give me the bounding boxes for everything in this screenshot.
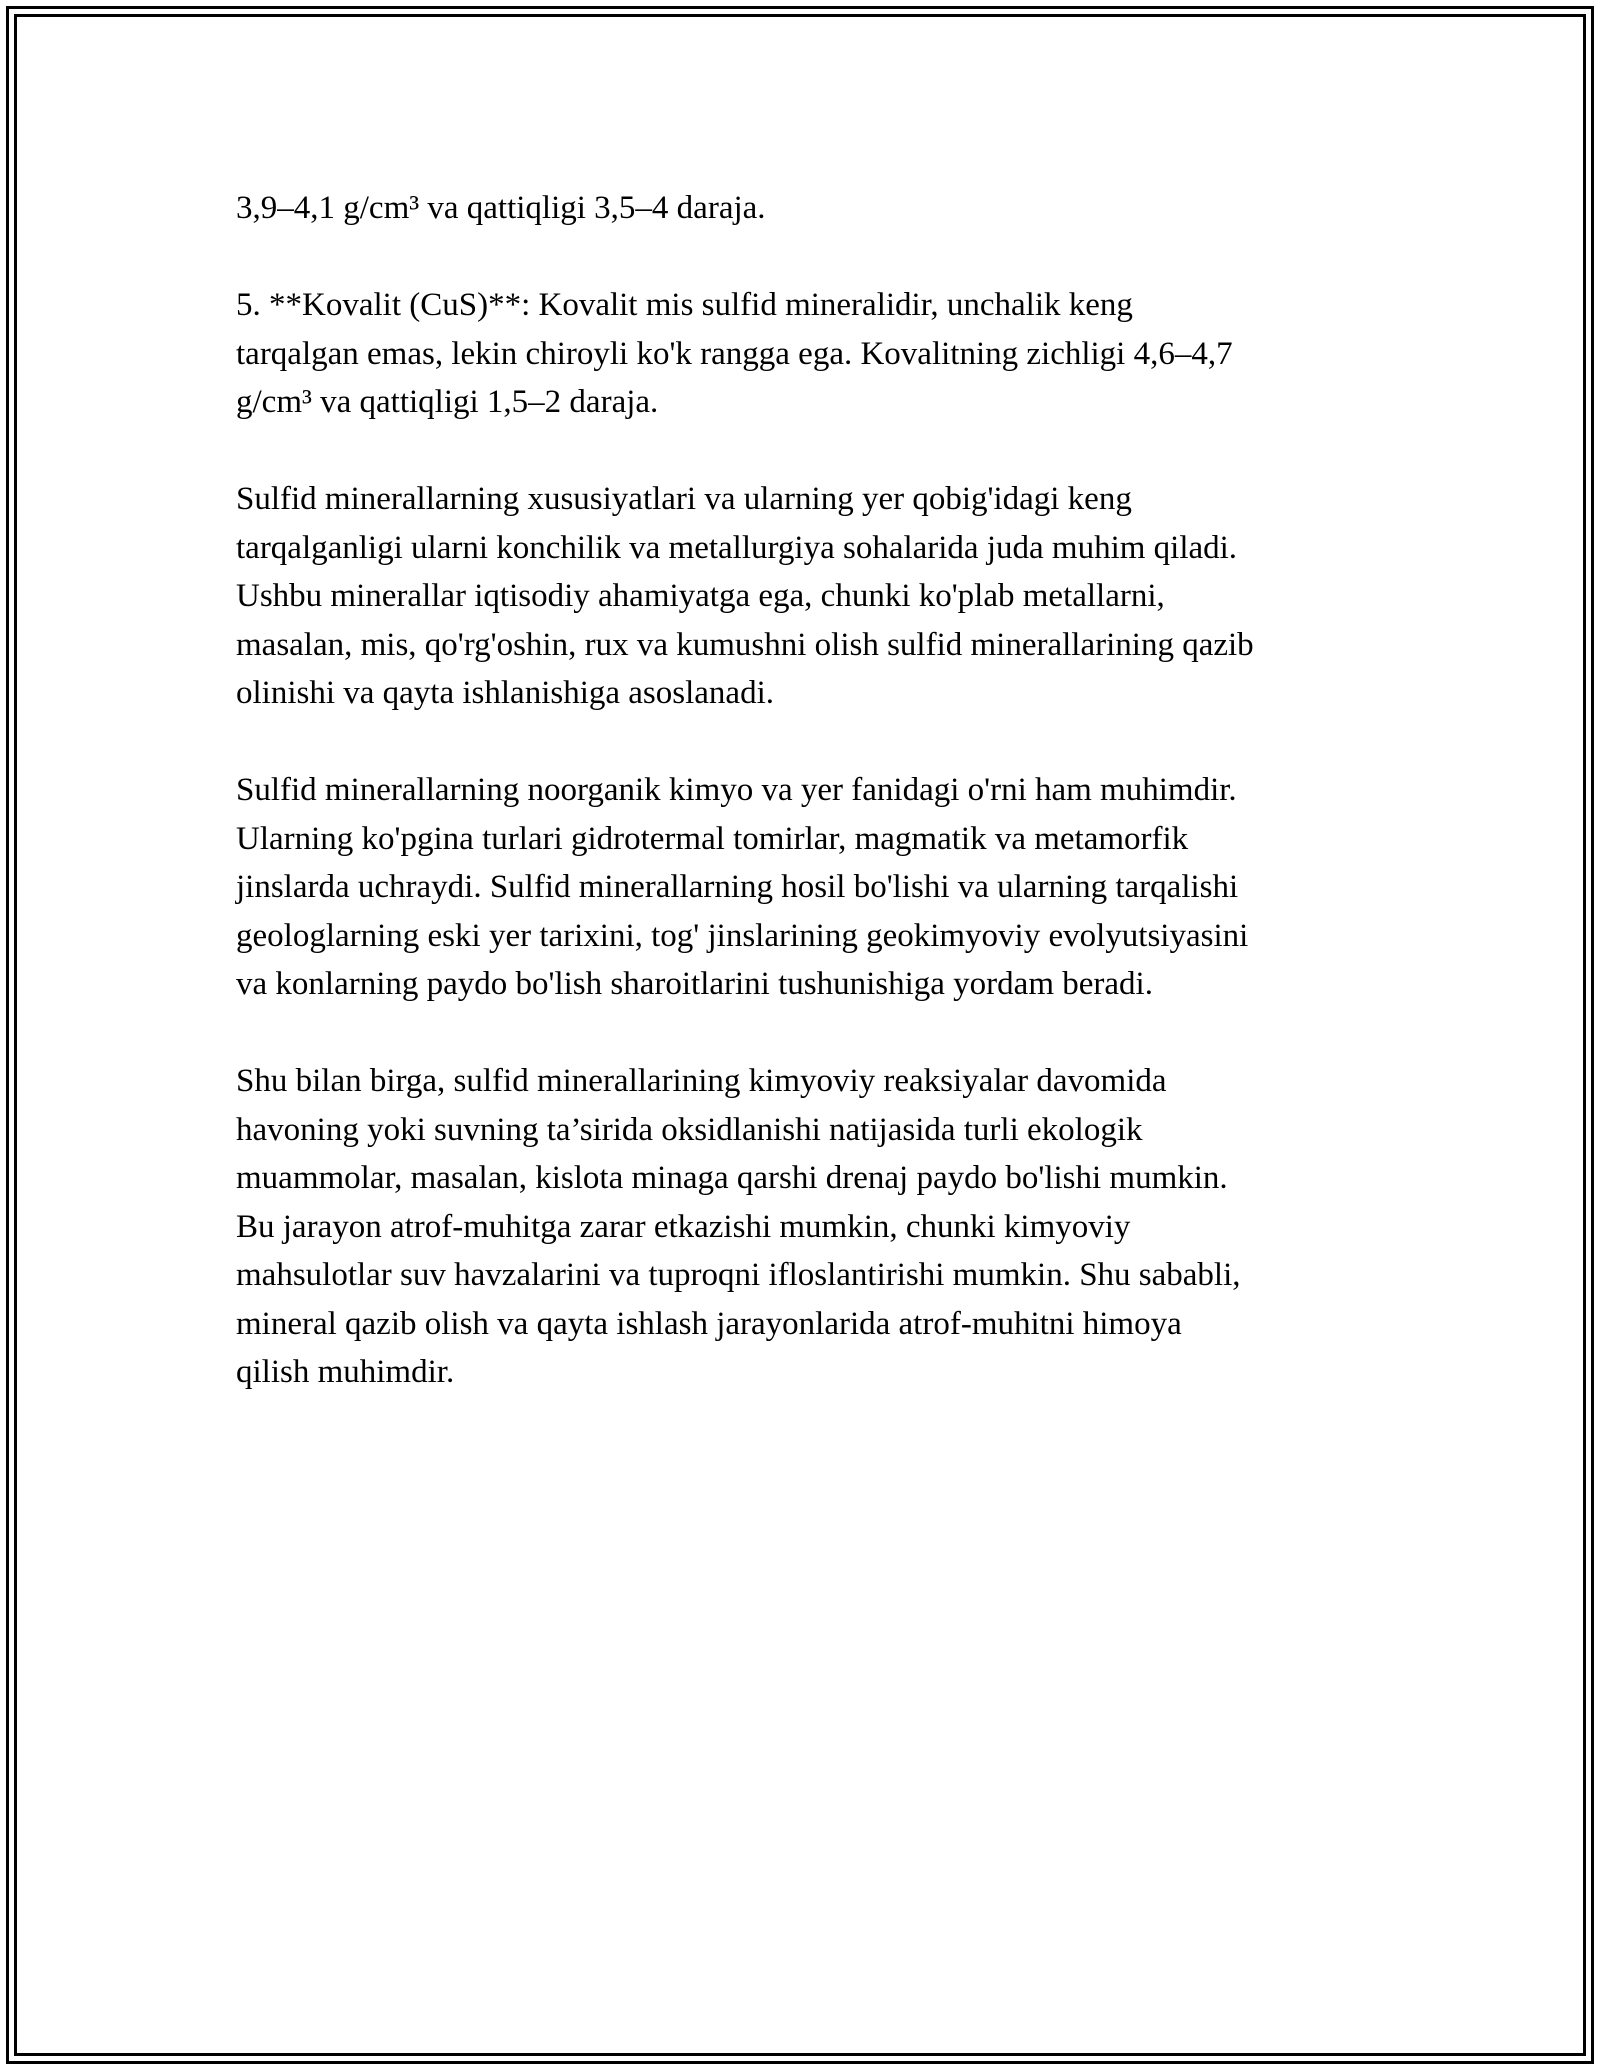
text-line: Sulfid minerallarning xususiyatlari va ularning yer qobig'idagi keng (236, 481, 1132, 517)
paragraph-kovalit (236, 281, 1376, 427)
text-line: Shu bilan birga, sulfid minerallarining kimyoviy reaksiyalar davomida (236, 1063, 1167, 1099)
text-line: jinslarda uchraydi. Sulfid minerallarning hosil bo'lishi va ularning tarqalishi (236, 869, 1239, 905)
text-line: tarqalgan emas, lekin chiroyli ko'k rangga ega. Kovalitning zichligi 4,6–4,7 (236, 335, 1233, 372)
text-line: masalan, mis, qo'rg'oshin, rux va kumushni olish sulfid minerallarining qazib (236, 626, 1254, 663)
text-line: tarqalganligi ularni konchilik va metallurgiya sohalarida juda muhim qiladi. (236, 529, 1238, 566)
text-line: geologlarning eski yer tarixini, tog' jinslarining geokimyoviy evolyutsiyasini (236, 917, 1249, 954)
text-line: Sulfid minerallarning noorganik kimyo va yer fanidagi o'rni ham muhimdir. (236, 772, 1237, 808)
text-line: Bu jarayon atrof-muhitga zarar etkazishi mumkin, chunki kimyoviy (236, 1208, 1131, 1245)
paragraph-earth-science-role (236, 766, 1376, 1009)
paragraph-density-continuation (236, 184, 1376, 233)
document-body (236, 184, 1376, 1445)
text-line: muammolar, masalan, kislota minaga qarshi drenaj paydo bo'lishi mumkin. (236, 1160, 1228, 1196)
text-line: g/cm³ va qattiqligi 1,5–2 daraja. (236, 384, 659, 420)
text-line: 3,9–4,1 g/cm³ va qattiqligi 3,5–4 daraja. (236, 190, 766, 226)
paragraph-sulfide-properties (236, 475, 1376, 718)
text-line: Ularning ko'pgina turlari gidrotermal tomirlar, magmatik va metamorfik (236, 820, 1189, 857)
text-line: Ushbu minerallar iqtisodiy ahamiyatga ega, chunki ko'plab metallarni, (236, 578, 1165, 614)
text-line: va konlarning paydo bo'lish sharoitlarini tushunishiga yordam beradi. (236, 966, 1153, 1002)
text-line: qilish muhimdir. (236, 1354, 455, 1390)
text-line: havoning yoki suvning ta’sirida oksidlanishi natijasida turli ekologik (236, 1111, 1143, 1148)
text-line: 5. **Kovalit (CuS)**: Kovalit mis sulfid mineralidir, unchalik keng (236, 287, 1133, 323)
paragraph-environmental-issues (236, 1057, 1376, 1397)
text-line: mahsulotlar suv havzalarini va tuproqni ifloslantirishi mumkin. Shu sababli, (236, 1257, 1241, 1293)
text-line: mineral qazib olish va qayta ishlash jarayonlarida atrof-muhitni himoya (236, 1305, 1182, 1342)
text-line: olinishi va qayta ishlanishiga asoslanadi. (236, 675, 774, 711)
